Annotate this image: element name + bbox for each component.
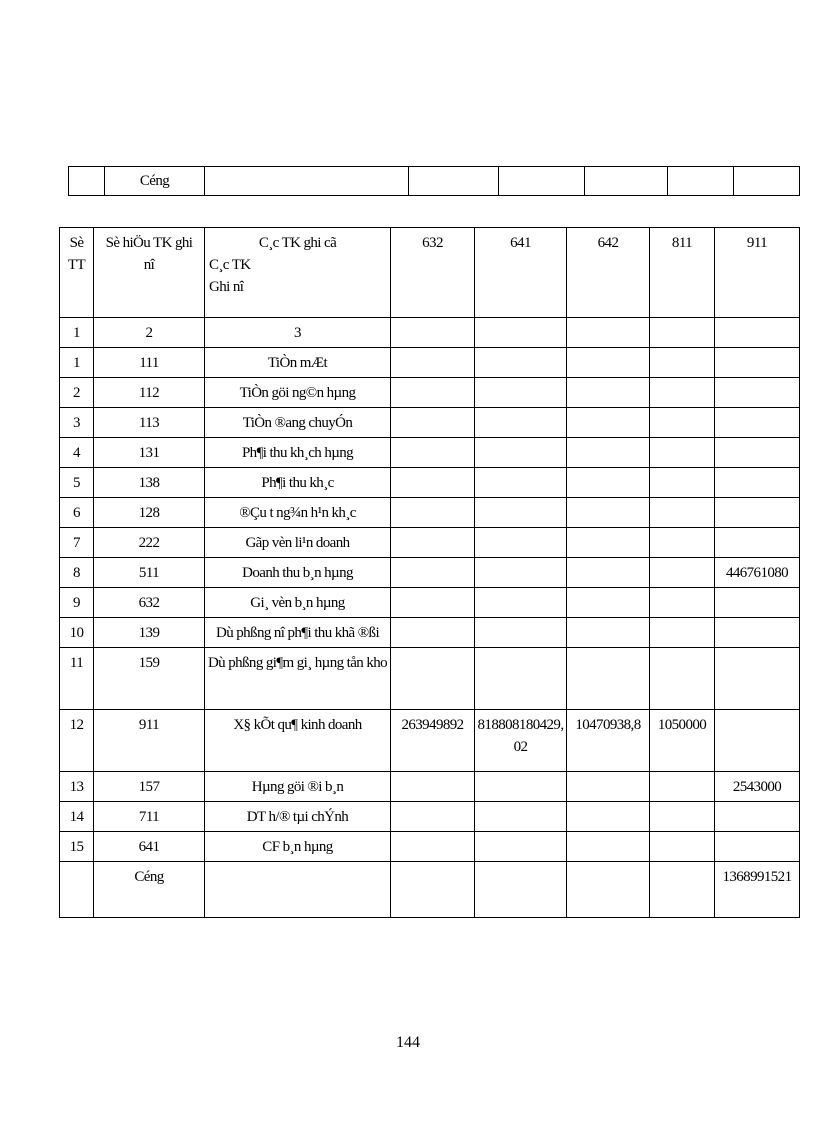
row-account-name: Hµng göi ®i b¸n [205, 772, 391, 802]
row-stt: 1 [60, 348, 94, 378]
row-col-911: 446761080 [715, 558, 800, 588]
cell [409, 167, 499, 196]
table-row [60, 802, 800, 832]
row-col-641 [475, 438, 567, 468]
row-account-no: 159 [94, 648, 205, 710]
table-row [60, 558, 800, 588]
row-col-642 [567, 378, 650, 408]
row-col-911 [715, 348, 800, 378]
row-col-641: 818808180429,02 [475, 710, 567, 772]
row-col-632 [391, 772, 475, 802]
row-col-642 [567, 832, 650, 862]
table-row [60, 378, 800, 408]
cell [499, 167, 585, 196]
row-col-911 [715, 648, 800, 710]
row-account-no: 911 [94, 710, 205, 772]
row-account-no: 222 [94, 528, 205, 558]
row-stt: 11 [60, 648, 94, 710]
table-row [60, 408, 800, 438]
row-col-641 [475, 588, 567, 618]
row-stt: 6 [60, 498, 94, 528]
row-col-632 [391, 408, 475, 438]
row-account-no: 128 [94, 498, 205, 528]
cell [475, 318, 567, 348]
row-col-632 [391, 498, 475, 528]
row-col-632 [391, 528, 475, 558]
row-account-name: TiÒn ®ang chuyÓn [205, 408, 391, 438]
row-col-642 [567, 528, 650, 558]
header-stt-line1: Sè [69, 235, 84, 251]
row-col-641 [475, 618, 567, 648]
row-account-name: X§ kÕt qu¶ kinh doanh [205, 710, 391, 772]
row-col-642 [567, 618, 650, 648]
cell [391, 318, 475, 348]
row-account-no: 138 [94, 468, 205, 498]
row-col-642 [567, 558, 650, 588]
row-col-642 [567, 802, 650, 832]
row-col-811 [650, 378, 715, 408]
row-col-641 [475, 558, 567, 588]
header-stt-line2: TT [67, 257, 86, 273]
cell [668, 167, 734, 196]
row-col-632 [391, 438, 475, 468]
row-col-641 [475, 772, 567, 802]
row-col-641 [475, 648, 567, 710]
row-col-641 [475, 528, 567, 558]
row-col-811 [650, 648, 715, 710]
row-col-911 [715, 832, 800, 862]
row-col-911 [715, 588, 800, 618]
row-col-911 [715, 438, 800, 468]
row-col-811 [650, 618, 715, 648]
row-col-811 [650, 438, 715, 468]
row-col-642: 10470938,8 [567, 710, 650, 772]
total-label: Céng [94, 862, 205, 918]
row-stt: 9 [60, 588, 94, 618]
total-col-911: 1368991521 [715, 862, 800, 918]
top-total-row [69, 167, 800, 196]
cell [69, 167, 105, 196]
row-account-name: Gi¸ vèn b¸n hµng [205, 588, 391, 618]
row-col-632 [391, 348, 475, 378]
row-col-911 [715, 498, 800, 528]
row-stt: 8 [60, 558, 94, 588]
row-stt: 5 [60, 468, 94, 498]
cell [715, 318, 800, 348]
row-col-641 [475, 802, 567, 832]
row-col-811 [650, 498, 715, 528]
row-col-911 [715, 408, 800, 438]
row-stt: 2 [60, 378, 94, 408]
row-account-no: 111 [94, 348, 205, 378]
row-col-642 [567, 438, 650, 468]
row-col-642 [567, 408, 650, 438]
row-stt: 3 [60, 408, 94, 438]
row-account-name: Dù phßng gi¶m gi¸ hµng tån kho [205, 648, 391, 710]
header-desc-line3: Ghi nî [209, 279, 244, 295]
row-stt: 14 [60, 802, 94, 832]
row-col-641 [475, 468, 567, 498]
cell [567, 318, 650, 348]
row-col-642 [567, 498, 650, 528]
table-row [60, 648, 800, 710]
row-col-811 [650, 832, 715, 862]
table-row [60, 468, 800, 498]
row-col-632 [391, 618, 475, 648]
table-row [60, 772, 800, 802]
row-col-632: 263949892 [391, 710, 475, 772]
header-stt [60, 228, 94, 318]
row-account-name: TiÒn mÆt [205, 348, 391, 378]
row-account-name: DT h/® tµi chÝnh [205, 802, 391, 832]
row-col-811 [650, 408, 715, 438]
row-account-no: 131 [94, 438, 205, 468]
row-col-642 [567, 468, 650, 498]
row-col-911 [715, 710, 800, 772]
header-col-911: 911 [715, 228, 800, 318]
row-account-no: 113 [94, 408, 205, 438]
row-col-911 [715, 618, 800, 648]
table-row [60, 618, 800, 648]
row-account-no: 157 [94, 772, 205, 802]
table-row [60, 832, 800, 862]
row-account-name: TiÒn göi ng©n hµng [205, 378, 391, 408]
row-col-811 [650, 528, 715, 558]
row-account-name: CF b¸n hµng [205, 832, 391, 862]
row-col-811: 1050000 [650, 710, 715, 772]
index-cell: 3 [205, 318, 391, 348]
table-row [60, 528, 800, 558]
header-account-no [94, 228, 205, 318]
index-cell: 2 [94, 318, 205, 348]
index-row [60, 318, 800, 348]
header-col-632: 632 [391, 228, 475, 318]
row-account-no: 711 [94, 802, 205, 832]
row-account-name: Gãp vèn li¹n doanh [205, 528, 391, 558]
total-row [60, 862, 800, 918]
table-row [60, 498, 800, 528]
cell [60, 862, 94, 918]
header-row [60, 228, 800, 318]
header-account-line2: nî [143, 257, 155, 273]
header-col-642: 642 [567, 228, 650, 318]
row-col-811 [650, 558, 715, 588]
row-col-641 [475, 498, 567, 528]
table-row [60, 348, 800, 378]
row-col-632 [391, 648, 475, 710]
row-account-no: 641 [94, 832, 205, 862]
row-col-911: 2543000 [715, 772, 800, 802]
row-col-641 [475, 378, 567, 408]
row-account-name: Ph¶i thu kh¸ch hµng [205, 438, 391, 468]
row-col-632 [391, 378, 475, 408]
row-col-911 [715, 378, 800, 408]
row-col-811 [650, 348, 715, 378]
top-total-label: Céng [105, 167, 205, 196]
row-col-642 [567, 648, 650, 710]
row-col-642 [567, 772, 650, 802]
row-col-632 [391, 802, 475, 832]
row-account-no: 632 [94, 588, 205, 618]
row-col-642 [567, 348, 650, 378]
row-account-name: Dù phßng nî ph¶i thu khã ®ßi [205, 618, 391, 648]
row-col-811 [650, 468, 715, 498]
row-account-no: 511 [94, 558, 205, 588]
table-row [60, 588, 800, 618]
row-account-no: 139 [94, 618, 205, 648]
row-col-911 [715, 468, 800, 498]
table-row [60, 438, 800, 468]
row-account-no: 112 [94, 378, 205, 408]
summary-table-top [68, 166, 800, 196]
table-row [60, 710, 800, 772]
header-account-line1: Sè hiÖu TK ghi [105, 235, 193, 251]
header-col-811: 811 [650, 228, 715, 318]
row-col-911 [715, 802, 800, 832]
cell [205, 862, 391, 918]
cell [734, 167, 800, 196]
row-col-642 [567, 588, 650, 618]
cell [205, 167, 409, 196]
ledger-table [59, 227, 800, 918]
row-col-641 [475, 832, 567, 862]
cell [585, 167, 668, 196]
row-account-name: Doanh thu b¸n hµng [205, 558, 391, 588]
row-col-632 [391, 832, 475, 862]
row-stt: 4 [60, 438, 94, 468]
row-col-911 [715, 528, 800, 558]
cell [391, 862, 475, 918]
cell [475, 862, 567, 918]
row-col-632 [391, 588, 475, 618]
page-number: 144 [396, 1034, 420, 1051]
cell [650, 862, 715, 918]
header-col-641: 641 [475, 228, 567, 318]
row-col-632 [391, 558, 475, 588]
row-stt: 15 [60, 832, 94, 862]
row-col-641 [475, 408, 567, 438]
row-col-632 [391, 468, 475, 498]
row-col-641 [475, 348, 567, 378]
row-col-811 [650, 772, 715, 802]
row-col-811 [650, 588, 715, 618]
header-accounts-desc [205, 228, 391, 318]
row-stt: 12 [60, 710, 94, 772]
index-cell: 1 [60, 318, 94, 348]
row-stt: 10 [60, 618, 94, 648]
row-stt: 7 [60, 528, 94, 558]
cell [650, 318, 715, 348]
header-desc-line1: C¸c TK ghi cã [258, 235, 337, 251]
cell [567, 862, 650, 918]
row-account-name: ®Çu t ng¾n h¹n kh¸c [205, 498, 391, 528]
row-account-name: Ph¶i thu kh¸c [205, 468, 391, 498]
row-col-811 [650, 802, 715, 832]
row-stt: 13 [60, 772, 94, 802]
header-desc-line2: C¸c TK [209, 257, 251, 273]
